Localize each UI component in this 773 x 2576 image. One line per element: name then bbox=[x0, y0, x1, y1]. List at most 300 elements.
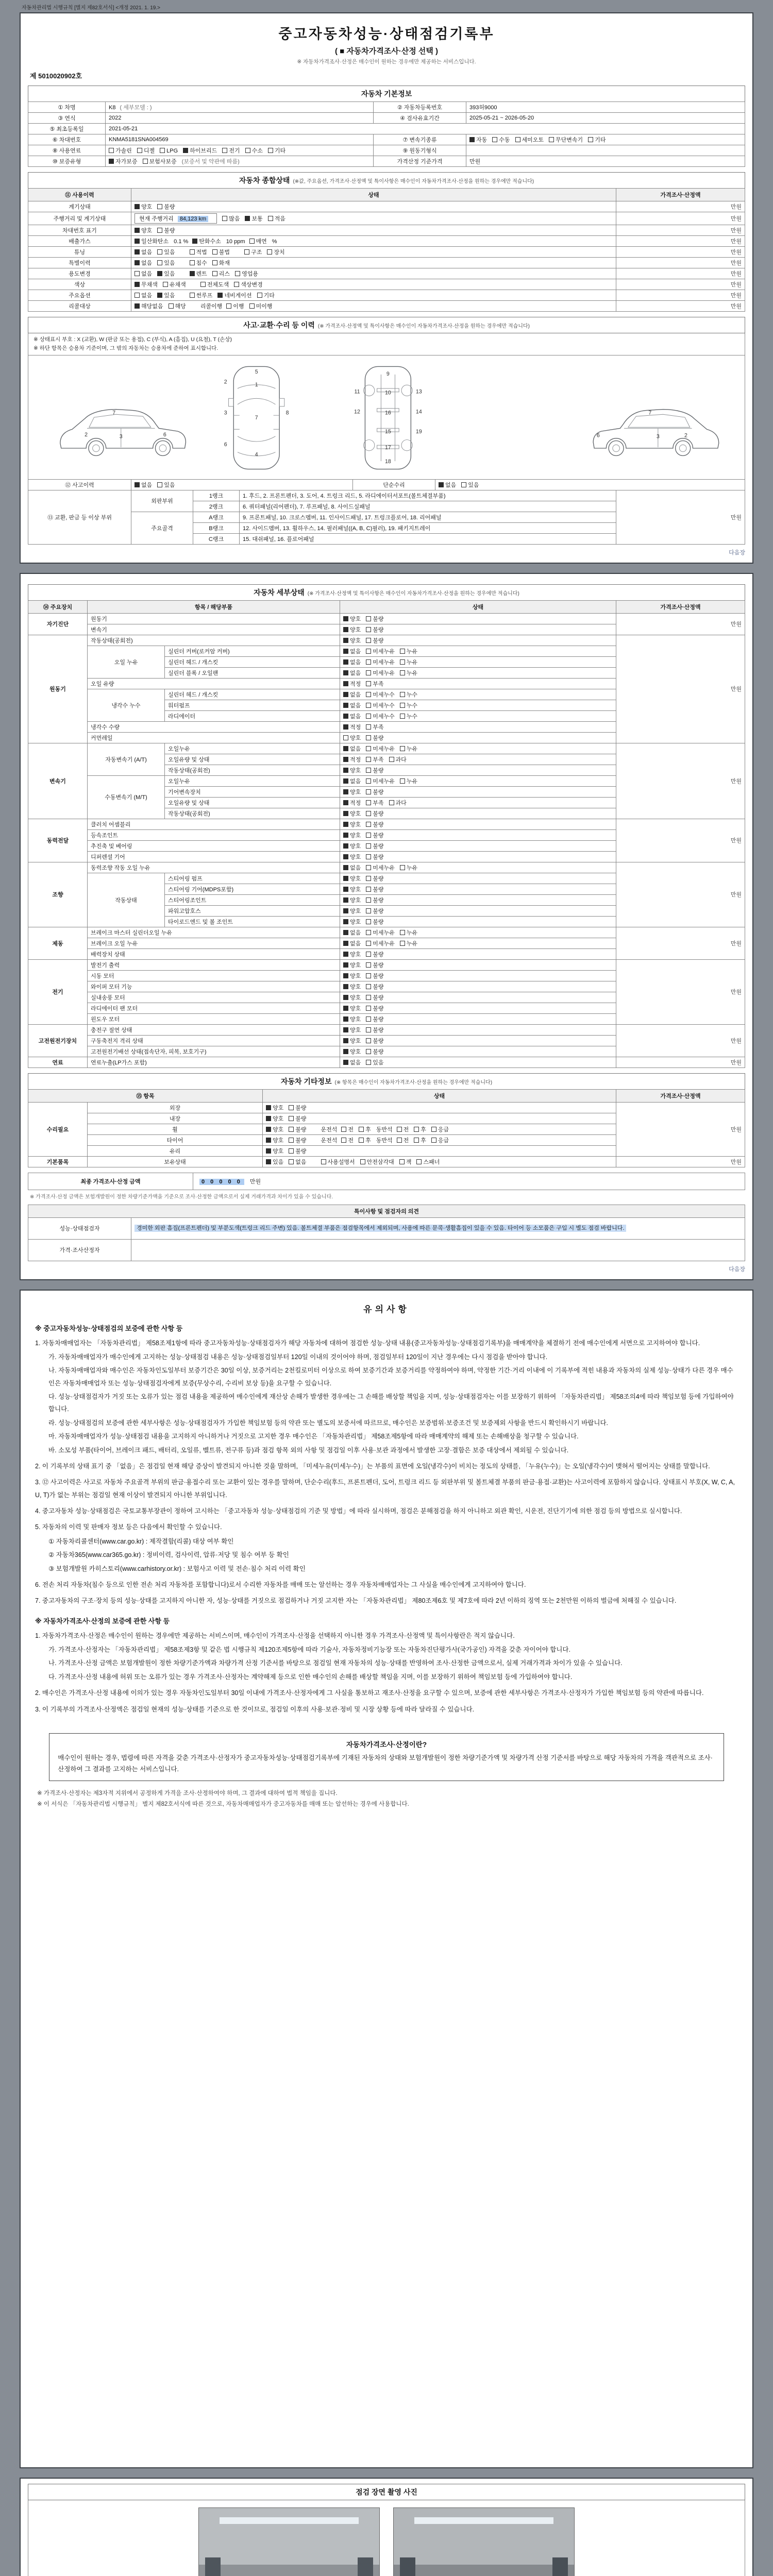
checkbox-option[interactable] bbox=[366, 744, 395, 753]
checkbox-option[interactable] bbox=[343, 993, 361, 1002]
checkbox-unchecked[interactable] bbox=[267, 249, 272, 255]
checkbox-unchecked[interactable] bbox=[366, 811, 371, 816]
checkbox-option[interactable] bbox=[400, 647, 417, 655]
checkbox-checked[interactable] bbox=[343, 908, 348, 913]
checkbox-unchecked[interactable] bbox=[366, 800, 371, 805]
checkbox-option[interactable] bbox=[366, 701, 395, 709]
checkbox-option[interactable] bbox=[366, 690, 395, 699]
checkbox-option[interactable] bbox=[289, 1136, 306, 1144]
checkbox-option[interactable] bbox=[212, 269, 230, 278]
checkbox-option[interactable] bbox=[266, 1104, 283, 1112]
checkbox-unchecked[interactable] bbox=[414, 1127, 419, 1132]
checkbox-option[interactable] bbox=[343, 658, 361, 666]
checkbox-unchecked[interactable] bbox=[400, 670, 405, 675]
checkbox-option[interactable] bbox=[343, 755, 361, 764]
checkbox-option[interactable] bbox=[343, 896, 361, 904]
checkbox-option[interactable] bbox=[343, 647, 361, 655]
checkbox-unchecked[interactable] bbox=[190, 260, 195, 265]
checkbox-checked[interactable] bbox=[343, 670, 348, 675]
checkbox-checked[interactable] bbox=[343, 952, 348, 957]
checkbox-unchecked[interactable] bbox=[366, 887, 371, 892]
checkbox-option[interactable] bbox=[366, 939, 395, 947]
checkbox-option[interactable] bbox=[234, 280, 263, 289]
checkbox-checked[interactable] bbox=[266, 1105, 271, 1110]
checkbox-checked[interactable] bbox=[439, 482, 444, 487]
checkbox-unchecked[interactable] bbox=[366, 897, 371, 903]
checkbox-unchecked[interactable] bbox=[341, 1138, 346, 1143]
checkbox-checked[interactable] bbox=[343, 843, 348, 849]
checkbox-option[interactable] bbox=[268, 146, 285, 155]
checkbox-unchecked[interactable] bbox=[157, 228, 162, 233]
checkbox-option[interactable] bbox=[360, 1158, 394, 1166]
checkbox-option[interactable] bbox=[359, 1125, 371, 1133]
checkbox-unchecked[interactable] bbox=[157, 260, 162, 265]
checkbox-option[interactable] bbox=[366, 669, 395, 677]
checkbox-checked[interactable] bbox=[266, 1116, 271, 1121]
checkbox-unchecked[interactable] bbox=[135, 271, 140, 276]
checkbox-option[interactable] bbox=[135, 269, 152, 278]
checkbox-option[interactable] bbox=[366, 972, 383, 980]
checkbox-option[interactable] bbox=[249, 237, 267, 245]
checkbox-option[interactable] bbox=[289, 1158, 306, 1166]
checkbox-unchecked[interactable] bbox=[366, 724, 371, 730]
checkbox-checked[interactable] bbox=[343, 1038, 348, 1043]
checkbox-unchecked[interactable] bbox=[366, 941, 371, 946]
checkbox-unchecked[interactable] bbox=[289, 1127, 294, 1132]
checkbox-option[interactable] bbox=[343, 1037, 361, 1045]
checkbox-checked[interactable] bbox=[192, 239, 197, 244]
checkbox-option[interactable] bbox=[266, 1136, 283, 1144]
checkbox-option[interactable] bbox=[366, 950, 383, 958]
checkbox-option[interactable] bbox=[222, 214, 240, 223]
checkbox-unchecked[interactable] bbox=[366, 908, 371, 913]
checkbox-unchecked[interactable] bbox=[321, 1159, 326, 1164]
checkbox-unchecked[interactable] bbox=[366, 703, 371, 708]
checkbox-option[interactable] bbox=[400, 690, 417, 699]
checkbox-option[interactable] bbox=[222, 146, 240, 155]
checkbox-checked[interactable] bbox=[469, 137, 475, 142]
checkbox-option[interactable] bbox=[343, 1047, 361, 1056]
checkbox-unchecked[interactable] bbox=[157, 204, 162, 209]
checkbox-unchecked[interactable] bbox=[200, 282, 206, 287]
checkbox-option[interactable] bbox=[343, 820, 361, 828]
checkbox-option[interactable] bbox=[235, 269, 258, 278]
checkbox-option[interactable] bbox=[343, 928, 361, 937]
checkbox-option[interactable] bbox=[366, 1058, 383, 1066]
checkbox-checked[interactable] bbox=[343, 1016, 348, 1022]
checkbox-checked[interactable] bbox=[266, 1159, 271, 1164]
checkbox-unchecked[interactable] bbox=[222, 216, 227, 221]
checkbox-unchecked[interactable] bbox=[400, 714, 405, 719]
checkbox-option[interactable] bbox=[366, 842, 383, 850]
checkbox-checked[interactable] bbox=[343, 659, 348, 665]
checkbox-option[interactable] bbox=[366, 1026, 383, 1034]
checkbox-option[interactable] bbox=[400, 928, 417, 937]
checkbox-unchecked[interactable] bbox=[400, 649, 405, 654]
checkbox-checked[interactable] bbox=[343, 887, 348, 892]
checkbox-checked[interactable] bbox=[135, 228, 140, 233]
checkbox-unchecked[interactable] bbox=[366, 789, 371, 794]
checkbox-unchecked[interactable] bbox=[400, 746, 405, 751]
checkbox-option[interactable] bbox=[341, 1136, 354, 1144]
checkbox-unchecked[interactable] bbox=[366, 768, 371, 773]
checkbox-option[interactable] bbox=[343, 636, 361, 645]
checkbox-checked[interactable] bbox=[135, 303, 140, 309]
checkbox-option[interactable] bbox=[212, 248, 230, 256]
checkbox-option[interactable] bbox=[400, 744, 417, 753]
checkbox-option[interactable] bbox=[190, 259, 207, 267]
checkbox-unchecked[interactable] bbox=[341, 1127, 346, 1132]
checkbox-option[interactable] bbox=[135, 280, 158, 289]
checkbox-unchecked[interactable] bbox=[366, 854, 371, 859]
checkbox-option[interactable] bbox=[343, 723, 361, 731]
checkbox-option[interactable] bbox=[217, 291, 251, 299]
checkbox-option[interactable] bbox=[321, 1158, 355, 1166]
checkbox-option[interactable] bbox=[366, 885, 383, 893]
checkbox-unchecked[interactable] bbox=[549, 137, 554, 142]
checkbox-option[interactable] bbox=[192, 237, 221, 245]
checkbox-option[interactable] bbox=[183, 146, 217, 155]
checkbox-checked[interactable] bbox=[343, 789, 348, 794]
checkbox-unchecked[interactable] bbox=[399, 1159, 405, 1164]
checkbox-checked[interactable] bbox=[217, 293, 223, 298]
checkbox-option[interactable] bbox=[266, 1158, 283, 1166]
checkbox-option[interactable] bbox=[157, 202, 175, 211]
checkbox-checked[interactable] bbox=[343, 692, 348, 697]
checkbox-unchecked[interactable] bbox=[109, 148, 114, 153]
checkbox-unchecked[interactable] bbox=[257, 293, 262, 298]
checkbox-unchecked[interactable] bbox=[163, 282, 168, 287]
checkbox-unchecked[interactable] bbox=[268, 148, 273, 153]
checkbox-option[interactable] bbox=[137, 146, 155, 155]
checkbox-checked[interactable] bbox=[343, 1027, 348, 1032]
checkbox-unchecked[interactable] bbox=[588, 137, 593, 142]
checkbox-option[interactable] bbox=[359, 1136, 371, 1144]
checkbox-option[interactable] bbox=[157, 269, 175, 278]
checkbox-unchecked[interactable] bbox=[359, 1127, 364, 1132]
checkbox-unchecked[interactable] bbox=[190, 249, 195, 255]
checkbox-option[interactable] bbox=[366, 777, 395, 785]
checkbox-checked[interactable] bbox=[343, 616, 348, 621]
checkbox-unchecked[interactable] bbox=[366, 757, 371, 762]
checkbox-option[interactable] bbox=[549, 135, 583, 144]
checkbox-unchecked[interactable] bbox=[366, 1038, 371, 1043]
checkbox-option[interactable] bbox=[366, 896, 383, 904]
checkbox-option[interactable] bbox=[366, 647, 395, 655]
checkbox-unchecked[interactable] bbox=[289, 1148, 294, 1154]
checkbox-unchecked[interactable] bbox=[366, 919, 371, 924]
checkbox-checked[interactable] bbox=[343, 746, 348, 751]
checkbox-option[interactable] bbox=[343, 863, 361, 872]
checkbox-unchecked[interactable] bbox=[289, 1105, 294, 1110]
checkbox-option[interactable] bbox=[366, 918, 383, 926]
checkbox-option[interactable] bbox=[439, 481, 456, 489]
checkbox-unchecked[interactable] bbox=[366, 1049, 371, 1054]
checkbox-checked[interactable] bbox=[135, 249, 140, 255]
checkbox-unchecked[interactable] bbox=[366, 876, 371, 881]
checkbox-option[interactable] bbox=[109, 157, 138, 165]
checkbox-unchecked[interactable] bbox=[135, 293, 140, 298]
checkbox-option[interactable] bbox=[343, 842, 361, 850]
checkbox-option[interactable] bbox=[268, 214, 285, 223]
checkbox-unchecked[interactable] bbox=[360, 1159, 365, 1164]
checkbox-option[interactable] bbox=[160, 148, 178, 154]
checkbox-option[interactable] bbox=[366, 788, 383, 796]
checkbox-option[interactable] bbox=[200, 280, 229, 289]
checkbox-unchecked[interactable] bbox=[400, 941, 405, 946]
checkbox-unchecked[interactable] bbox=[515, 137, 520, 142]
checkbox-option[interactable] bbox=[343, 831, 361, 839]
checkbox-option[interactable] bbox=[366, 799, 383, 807]
checkbox-checked[interactable] bbox=[343, 681, 348, 686]
checkbox-option[interactable] bbox=[343, 1026, 361, 1034]
checkbox-option[interactable] bbox=[400, 777, 417, 785]
checkbox-checked[interactable] bbox=[343, 724, 348, 730]
checkbox-option[interactable] bbox=[343, 625, 361, 634]
checkbox-checked[interactable] bbox=[343, 865, 348, 870]
checkbox-unchecked[interactable] bbox=[366, 843, 371, 849]
checkbox-unchecked[interactable] bbox=[366, 995, 371, 1000]
checkbox-option[interactable] bbox=[343, 961, 361, 969]
checkbox-unchecked[interactable] bbox=[366, 616, 371, 621]
checkbox-unchecked[interactable] bbox=[400, 703, 405, 708]
checkbox-option[interactable] bbox=[366, 831, 383, 839]
checkbox-option[interactable] bbox=[135, 237, 169, 245]
checkbox-option[interactable] bbox=[492, 135, 510, 144]
checkbox-checked[interactable] bbox=[135, 260, 140, 265]
checkbox-unchecked[interactable] bbox=[222, 148, 227, 153]
checkbox-option[interactable] bbox=[245, 146, 263, 155]
checkbox-unchecked[interactable] bbox=[289, 1138, 294, 1143]
checkbox-option[interactable] bbox=[366, 1047, 383, 1056]
checkbox-option[interactable] bbox=[397, 1125, 409, 1133]
checkbox-option[interactable] bbox=[366, 1004, 383, 1012]
checkbox-checked[interactable] bbox=[343, 1049, 348, 1054]
checkbox-checked[interactable] bbox=[343, 778, 348, 784]
checkbox-option[interactable] bbox=[343, 874, 361, 883]
checkbox-checked[interactable] bbox=[266, 1148, 271, 1154]
checkbox-option[interactable] bbox=[400, 669, 417, 677]
checkbox-unchecked[interactable] bbox=[366, 833, 371, 838]
checkbox-unchecked[interactable] bbox=[169, 303, 174, 309]
checkbox-option[interactable] bbox=[244, 248, 262, 256]
checkbox-unchecked[interactable] bbox=[289, 1159, 294, 1164]
checkbox-option[interactable] bbox=[343, 1015, 361, 1023]
checkbox-checked[interactable] bbox=[135, 204, 140, 209]
checkbox-option[interactable] bbox=[366, 961, 383, 969]
checkbox-unchecked[interactable] bbox=[366, 649, 371, 654]
checkbox-unchecked[interactable] bbox=[431, 1127, 436, 1132]
checkbox-option[interactable] bbox=[135, 481, 152, 489]
checkbox-unchecked[interactable] bbox=[366, 692, 371, 697]
checkbox-unchecked[interactable] bbox=[143, 159, 148, 164]
checkbox-option[interactable] bbox=[343, 799, 361, 807]
checkbox-unchecked[interactable] bbox=[343, 735, 348, 740]
checkbox-unchecked[interactable] bbox=[212, 260, 217, 265]
checkbox-option[interactable] bbox=[143, 157, 177, 165]
checkbox-option[interactable] bbox=[343, 788, 361, 796]
checkbox-option[interactable] bbox=[400, 939, 417, 947]
checkbox-checked[interactable] bbox=[343, 800, 348, 805]
checkbox-unchecked[interactable] bbox=[366, 1060, 371, 1065]
checkbox-option[interactable] bbox=[343, 809, 361, 818]
checkbox-option[interactable] bbox=[515, 135, 544, 144]
checkbox-option[interactable] bbox=[366, 820, 383, 828]
checkbox-checked[interactable] bbox=[343, 930, 348, 935]
checkbox-option[interactable] bbox=[266, 1147, 283, 1155]
checkbox-unchecked[interactable] bbox=[245, 148, 250, 153]
checkbox-checked[interactable] bbox=[343, 897, 348, 903]
checkbox-option[interactable] bbox=[343, 712, 361, 720]
checkbox-option[interactable] bbox=[135, 226, 152, 234]
checkbox-unchecked[interactable] bbox=[366, 822, 371, 827]
checkbox-unchecked[interactable] bbox=[366, 1016, 371, 1022]
checkbox-checked[interactable] bbox=[343, 919, 348, 924]
checkbox-option[interactable] bbox=[343, 1004, 361, 1012]
checkbox-option[interactable] bbox=[343, 615, 361, 623]
checkbox-option[interactable] bbox=[343, 918, 361, 926]
checkbox-option[interactable] bbox=[366, 982, 383, 991]
checkbox-option[interactable] bbox=[343, 669, 361, 677]
checkbox-unchecked[interactable] bbox=[234, 282, 239, 287]
checkbox-option[interactable] bbox=[169, 302, 186, 310]
checkbox-unchecked[interactable] bbox=[400, 659, 405, 665]
checkbox-unchecked[interactable] bbox=[366, 962, 371, 968]
checkbox-option[interactable] bbox=[343, 1058, 361, 1066]
checkbox-unchecked[interactable] bbox=[414, 1138, 419, 1143]
checkbox-option[interactable] bbox=[389, 799, 407, 807]
checkbox-option[interactable] bbox=[157, 248, 175, 256]
checkbox-checked[interactable] bbox=[266, 1138, 271, 1143]
checkbox-checked[interactable] bbox=[157, 293, 162, 298]
checkbox-option[interactable] bbox=[366, 1037, 383, 1045]
checkbox-option[interactable] bbox=[366, 723, 383, 731]
checkbox-option[interactable] bbox=[416, 1158, 440, 1166]
checkbox-checked[interactable] bbox=[343, 638, 348, 643]
checkbox-option[interactable] bbox=[414, 1125, 426, 1133]
checkbox-checked[interactable] bbox=[343, 833, 348, 838]
checkbox-option[interactable] bbox=[343, 777, 361, 785]
checkbox-option[interactable] bbox=[343, 701, 361, 709]
checkbox-option[interactable] bbox=[289, 1114, 306, 1123]
checkbox-option[interactable] bbox=[400, 712, 417, 720]
checkbox-option[interactable] bbox=[343, 734, 361, 742]
checkbox-option[interactable] bbox=[343, 690, 361, 699]
checkbox-unchecked[interactable] bbox=[416, 1159, 422, 1164]
checkbox-option[interactable] bbox=[461, 481, 479, 489]
checkbox-unchecked[interactable] bbox=[137, 148, 142, 153]
checkbox-option[interactable] bbox=[226, 302, 244, 310]
checkbox-option[interactable] bbox=[469, 135, 487, 144]
checkbox-option[interactable] bbox=[109, 146, 132, 155]
checkbox-checked[interactable] bbox=[343, 995, 348, 1000]
checkbox-option[interactable] bbox=[588, 135, 606, 144]
checkbox-unchecked[interactable] bbox=[235, 271, 240, 276]
checkbox-unchecked[interactable] bbox=[366, 778, 371, 784]
checkbox-unchecked[interactable] bbox=[366, 670, 371, 675]
checkbox-option[interactable] bbox=[343, 950, 361, 958]
checkbox-option[interactable] bbox=[343, 853, 361, 861]
checkbox-option[interactable] bbox=[135, 259, 152, 267]
checkbox-option[interactable] bbox=[190, 269, 207, 278]
checkbox-checked[interactable] bbox=[343, 768, 348, 773]
checkbox-unchecked[interactable] bbox=[397, 1138, 402, 1143]
checkbox-unchecked[interactable] bbox=[249, 239, 255, 244]
checkbox-option[interactable] bbox=[157, 226, 175, 234]
checkbox-option[interactable] bbox=[135, 202, 152, 211]
checkbox-checked[interactable] bbox=[157, 271, 162, 276]
checkbox-option[interactable] bbox=[366, 734, 383, 742]
checkbox-option[interactable] bbox=[366, 712, 395, 720]
checkbox-checked[interactable] bbox=[343, 757, 348, 762]
checkbox-checked[interactable] bbox=[190, 271, 195, 276]
checkbox-option[interactable] bbox=[366, 853, 383, 861]
checkbox-unchecked[interactable] bbox=[366, 681, 371, 686]
checkbox-checked[interactable] bbox=[343, 714, 348, 719]
checkbox-unchecked[interactable] bbox=[366, 627, 371, 632]
checkbox-option[interactable] bbox=[400, 863, 417, 872]
checkbox-option[interactable] bbox=[366, 625, 383, 634]
checkbox-unchecked[interactable] bbox=[366, 984, 371, 989]
checkbox-unchecked[interactable] bbox=[226, 303, 231, 309]
checkbox-option[interactable] bbox=[400, 658, 417, 666]
checkbox-option[interactable] bbox=[366, 766, 383, 774]
checkbox-option[interactable] bbox=[163, 280, 186, 289]
checkbox-option[interactable] bbox=[343, 766, 361, 774]
checkbox-option[interactable] bbox=[389, 755, 407, 764]
checkbox-unchecked[interactable] bbox=[268, 216, 273, 221]
checkbox-checked[interactable] bbox=[343, 649, 348, 654]
checkbox-option[interactable] bbox=[343, 680, 361, 688]
checkbox-option[interactable] bbox=[190, 291, 213, 299]
checkbox-checked[interactable] bbox=[343, 973, 348, 978]
checkbox-option[interactable] bbox=[341, 1125, 354, 1133]
checkbox-checked[interactable] bbox=[343, 941, 348, 946]
checkbox-option[interactable] bbox=[289, 1147, 306, 1155]
checkbox-checked[interactable] bbox=[343, 811, 348, 816]
checkbox-unchecked[interactable] bbox=[366, 930, 371, 935]
checkbox-checked[interactable] bbox=[343, 984, 348, 989]
checkbox-unchecked[interactable] bbox=[389, 800, 394, 805]
checkbox-option[interactable] bbox=[190, 248, 207, 256]
checkbox-unchecked[interactable] bbox=[244, 249, 249, 255]
checkbox-checked[interactable] bbox=[343, 962, 348, 968]
checkbox-unchecked[interactable] bbox=[461, 482, 466, 487]
checkbox-option[interactable] bbox=[366, 680, 383, 688]
checkbox-unchecked[interactable] bbox=[366, 865, 371, 870]
checkbox-checked[interactable] bbox=[343, 822, 348, 827]
checkbox-option[interactable] bbox=[366, 993, 383, 1002]
checkbox-unchecked[interactable] bbox=[190, 293, 195, 298]
checkbox-option[interactable] bbox=[266, 1125, 283, 1133]
checkbox-option[interactable] bbox=[212, 259, 230, 267]
checkbox-option[interactable] bbox=[267, 248, 284, 256]
checkbox-checked[interactable] bbox=[245, 216, 250, 221]
checkbox-option[interactable] bbox=[135, 291, 152, 299]
checkbox-unchecked[interactable] bbox=[212, 271, 217, 276]
checkbox-unchecked[interactable] bbox=[366, 659, 371, 665]
checkbox-option[interactable] bbox=[343, 885, 361, 893]
checkbox-checked[interactable] bbox=[343, 627, 348, 632]
checkbox-option[interactable] bbox=[157, 291, 175, 299]
checkbox-option[interactable] bbox=[343, 939, 361, 947]
checkbox-unchecked[interactable] bbox=[366, 1006, 371, 1011]
checkbox-unchecked[interactable] bbox=[366, 714, 371, 719]
checkbox-checked[interactable] bbox=[343, 703, 348, 708]
checkbox-option[interactable] bbox=[135, 248, 152, 256]
checkbox-unchecked[interactable] bbox=[157, 482, 162, 487]
checkbox-unchecked[interactable] bbox=[431, 1138, 436, 1143]
